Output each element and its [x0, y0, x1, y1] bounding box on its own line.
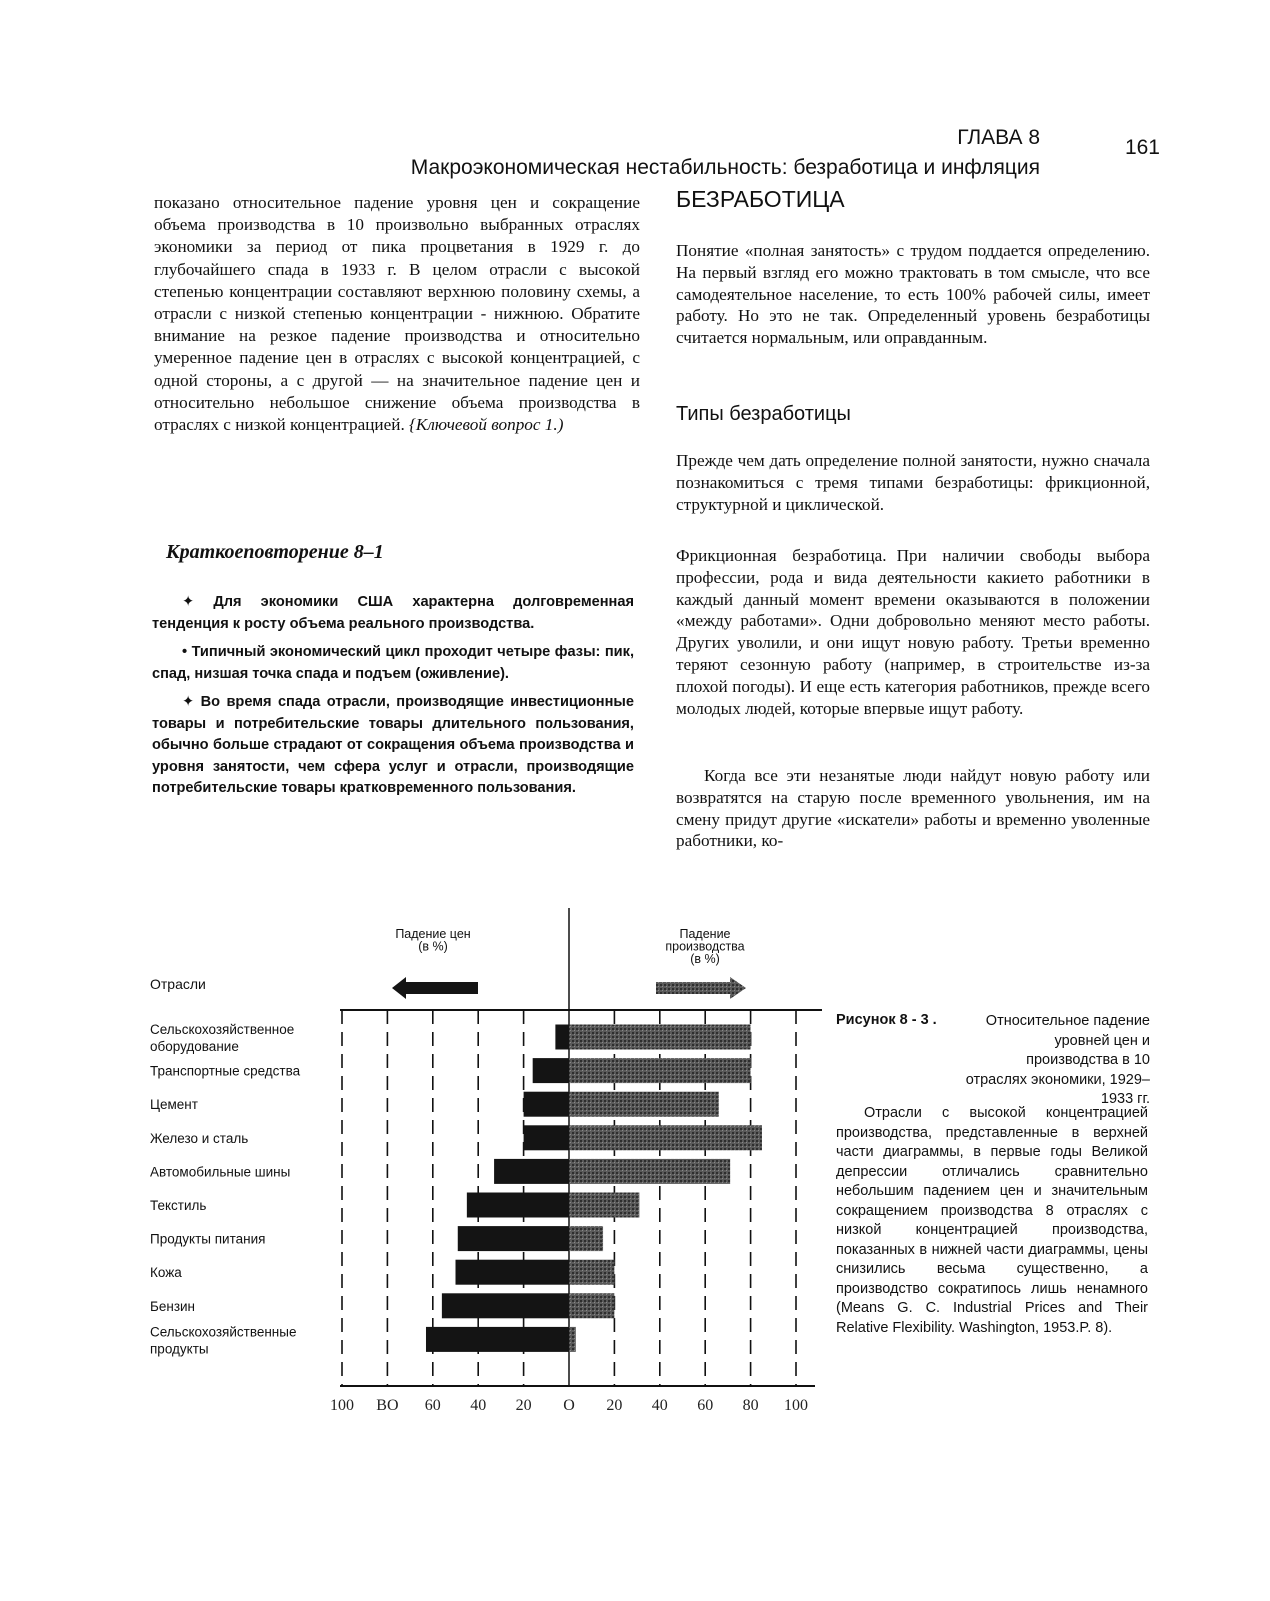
- continuation-paragraph: Когда все эти незанятые люди найдут новую работу или возвратятся на старую после временного увольнения, им на смену придут другие «искатели» работы и временно уволенные работники, ко-: [676, 766, 1150, 851]
- frictional-paragraph: [676, 545, 1150, 719]
- figure-label: Рисунок 8 - 3 .: [836, 1012, 937, 1028]
- chart-header-text: Падение цен (в %): [395, 927, 471, 954]
- section-title: БЕЗРАБОТИЦА: [676, 186, 845, 212]
- output-bar: [569, 1193, 639, 1218]
- output-bar: [569, 1260, 614, 1285]
- x-tick-label: 100: [330, 1397, 354, 1414]
- unemployment-types-paragraph: Прежде чем дать определение полной занятости, нужно сначала познакомиться с тремя типами безработицы: фрикционной, структурной и циклической.: [676, 451, 1150, 514]
- output-bar: [569, 1125, 762, 1150]
- running-header: Макроэкономическая нестабильность: безработица и инфляция: [410, 156, 1040, 179]
- summary-title: Краткоеповторение 8–1: [166, 541, 384, 563]
- right-arrow: [656, 977, 746, 999]
- chapter-label: ГЛАВА 8: [957, 126, 1040, 149]
- output-bar: [569, 1226, 603, 1251]
- category-label: Кожа: [150, 1265, 182, 1281]
- summary-item: ✦ Для экономики США характерна долговременная тенденция к росту объема реального производства.: [152, 594, 634, 632]
- x-tick-label: 60: [697, 1397, 714, 1414]
- price-bar: [524, 1125, 569, 1150]
- summary-item: • Типичный экономический цикл проходит четыре фазы: пик, спад, низшая точка спада и подъем (оживление).: [152, 644, 634, 682]
- x-tick-label: 20: [515, 1397, 532, 1414]
- x-tick-label: O: [563, 1397, 575, 1414]
- x-tick-label: 60: [424, 1397, 441, 1414]
- price-header: [395, 927, 470, 954]
- price-bar: [456, 1260, 570, 1285]
- price-bar: [494, 1159, 569, 1184]
- price-bar: [524, 1092, 569, 1117]
- figure-note: Отрасли с высокой концентрацией производства, представленные в верхней части диаграммы, в первые годы Великой депрессии отличались сравнительно небольшим падением цен и значительным сокращением производства 8 отраслях с низкой концентрацией производства, показанных в нижней части диаграммы, цены снизились весьма существенно, а производство сократипось лишь ненамного (Means G. C. Industrial Prices and Their Relative Flexibility. Washington, 1953.P. 8).: [836, 1105, 1148, 1336]
- x-tick-label: 100: [784, 1397, 808, 1414]
- price-bar: [426, 1327, 569, 1352]
- category-header: Отрасли: [150, 976, 206, 992]
- output-bar: [569, 1293, 614, 1318]
- summary-item: ✦ Во время спада отрасли, производящие инвестиционные товары и потребительские товары длительного пользования, обычно больше страдают от сокращения объема производства и уровня занятости, чем сфера услуг и отрасли, производящие потребительские товары кратковременного пользования.: [152, 694, 634, 796]
- price-bar: [467, 1193, 569, 1218]
- category-label: Продукты питания: [150, 1231, 266, 1247]
- x-tick-label: 40: [651, 1397, 668, 1414]
- output-header: [665, 927, 744, 966]
- category-label: Автомобильные шины: [150, 1164, 291, 1180]
- x-tick-label: 40: [470, 1397, 487, 1414]
- category-label: Железо и сталь: [150, 1130, 249, 1146]
- chart-header-text: Падение производства (в %): [665, 927, 745, 966]
- x-tick-labels: [330, 1397, 808, 1414]
- full-employment-paragraph: Понятие «полная занятость» с трудом поддается определению. На первый взгляд его можно трактовать в том смысле, что все самодеятельное население, то есть 100% рабочей силы, имеет работу. Но это не так. Определенный уровень безработицы считается нормальным, или оправданным.: [676, 241, 1150, 348]
- price-bar: [442, 1293, 569, 1318]
- summary-list: [152, 592, 634, 807]
- output-bar: [569, 1058, 751, 1083]
- output-bar: [569, 1327, 576, 1352]
- subsection-title: Типы безработицы: [676, 403, 851, 425]
- output-bar: [569, 1092, 719, 1117]
- output-bar: [569, 1025, 751, 1050]
- category-labels: [150, 1022, 301, 1356]
- category-label: Текстиль: [150, 1198, 207, 1213]
- category-label: Бензин: [150, 1298, 196, 1314]
- category-label: Сельскохозяйственное оборудование: [150, 1022, 295, 1054]
- price-bar: [458, 1226, 569, 1251]
- x-tick-label: 20: [606, 1397, 623, 1414]
- category-label: Сельскохозяйственные продукты: [150, 1324, 297, 1357]
- price-bar: [533, 1058, 569, 1083]
- category-label: Цемент: [150, 1097, 198, 1113]
- left-arrow: [392, 977, 478, 999]
- left-paragraph: [154, 192, 640, 436]
- frictional-lead: Фрикционная безработица.: [676, 546, 887, 565]
- key-question-ref: {Ключевой вопрос 1.): [409, 415, 564, 435]
- x-tick-label: BO: [376, 1397, 399, 1414]
- page-number: 161: [1124, 136, 1160, 159]
- left-paragraph-text: показано относительное падение уровня цен и сокращение объема производства в 10 произвольно выбранных отраслях экономики за период от пика процветания в 1929 г. до глубочайшего спада в 1933 г. В целом отрасли с высокой степенью концентрации составляют верхнюю половину схемы, а отрасли с низкой степенью концентрации - нижнюю. Обратите внимание на резкое падение производства и относительно умеренное падение цен в отраслях с высокой концентрацией, с одной стороны, а с другой — на значительное падение цен и относительно небольшое снижение объема производства в отраслях с низкой концентрацией.: [154, 193, 640, 435]
- price-bar: [555, 1025, 569, 1050]
- category-label: Транспортные средства: [150, 1063, 301, 1079]
- price-output-chart: [0, 900, 830, 1420]
- output-bar: [569, 1159, 730, 1184]
- chart-bars: [426, 1025, 762, 1352]
- figure-caption: Относительное падение уровней цен и производства в 10 отраслях экономики, 1929–1933 гг.: [965, 1013, 1150, 1107]
- x-tick-label: 80: [742, 1397, 759, 1414]
- frictional-text: При наличии свободы выбора профессии, рода и вида деятельности какието работники в каждый данный момент времени оказываются в положении «между работами». Одни добровольно меняют место работы. Других уволили, и они ищут новую работу. Третьи временно теряют сезонную работу (например, в строительстве из-за плохой погоды). И еще есть категория работников, прежде всего молодых людей, которые впервые ищут работу.: [676, 546, 1150, 718]
